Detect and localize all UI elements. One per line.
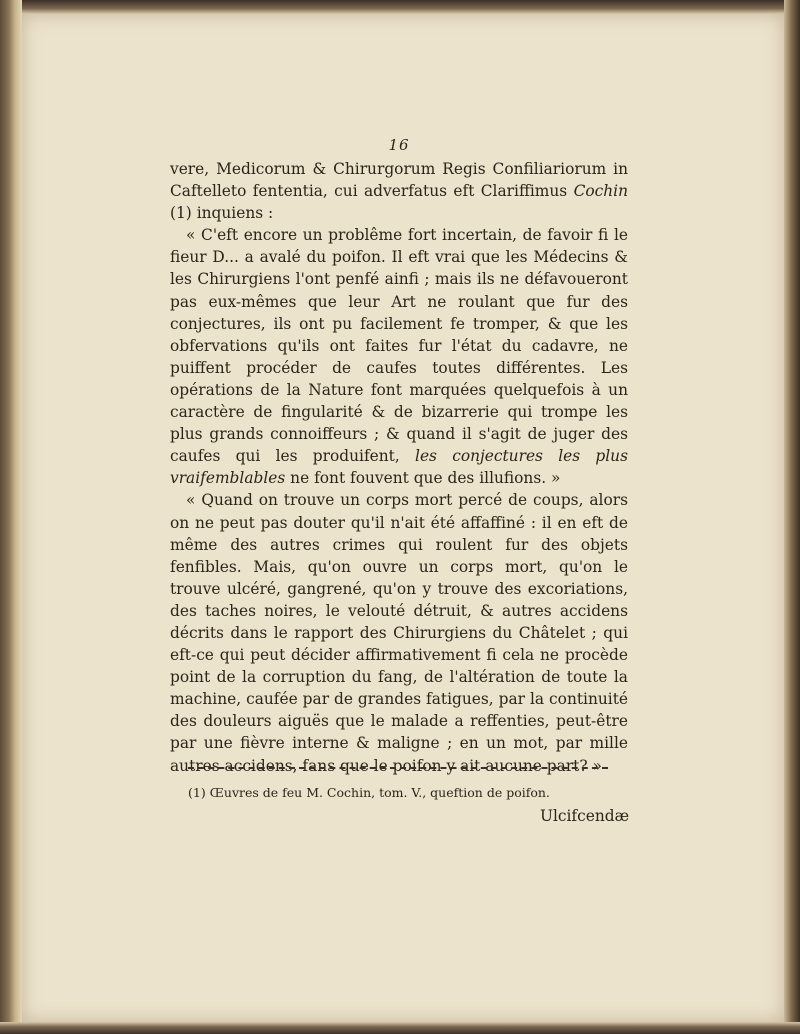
paragraph-2-text-a: « C'eft encore un problême fort incertain, de favoir fi le fieur D... a avalé du poifon. Il eft vrai que les Médecins & les Chirurgiens l'ont penfé ainfi ; mais ils ne défavoueront pas eux-mêmes que leur Art ne roulant que fur des conjectures, ils ont pu facilement fe tromper, & que les obfervations qu'ils ont faites fur l'état du cadavre, ne puiffent procéder de caufes toutes différentes. Les opérations de la Nature font marquées quelquefois à un caractère de fingularité & de bizarrerie qui trompe les plus grands connoiffeurs ; & quand il s'agit de juger des caufes qui les produifent, bbox=[170, 226, 628, 466]
footnote: (1) Œuvres de feu M. Cochin, tom. V., queftion de poifon. bbox=[188, 785, 550, 800]
paragraph-1-text-b: (1) inquiens : bbox=[170, 204, 274, 223]
page-edge-right bbox=[784, 0, 800, 1034]
paragraph-2 bbox=[170, 224, 628, 489]
paragraph-1-text-a: vere, Medicorum & Chirurgorum Regis Confiliariorum in Caftelleto fententia, cui adverfatus eft Clariffimus bbox=[170, 160, 628, 201]
page-edge-bottom bbox=[0, 1022, 800, 1034]
paragraph-3: « Quand on trouve un corps mort percé de coups, alors on ne peut pas douter qu'il n'ait été affaffiné : il en eft de même des autres crimes qui roulent fur des objets fenfibles. Mais, qu'on ouvre un corps mort, qu'on le trouve ulcéré, gangrené, qu'on y trouve des excoriations, des taches noires, le velouté détruit, & autres accidens décrits dans le rapport des Chirurgiens du Châtelet ; qui eft-ce qui peut décider affirmativement fi cela ne procède point de la corruption du fang, de l'altération de toute la machine, caufée par de grandes fatigues, par la continuité des douleurs aiguës que le malade a reffenties, peut-être par une fièvre interne & maligne ; en un mot, par mille autres accidens, fans que le poifon y ait aucune part? » bbox=[170, 491, 628, 775]
paragraph-2-text-b: ne font fouvent que des illufions. » bbox=[285, 469, 561, 488]
main-text bbox=[170, 136, 628, 777]
page-edge-top bbox=[0, 0, 800, 14]
cochin-name: Cochin bbox=[573, 182, 628, 201]
paragraph-2-italic: les conjectures les plus vraifemblables bbox=[170, 447, 628, 488]
catchword: Ulcifcendæ bbox=[540, 807, 630, 825]
page-number: 16 bbox=[388, 136, 410, 154]
footnote-rule bbox=[188, 767, 608, 769]
paragraph-1 bbox=[170, 158, 628, 224]
page-edge-left bbox=[0, 0, 22, 1034]
